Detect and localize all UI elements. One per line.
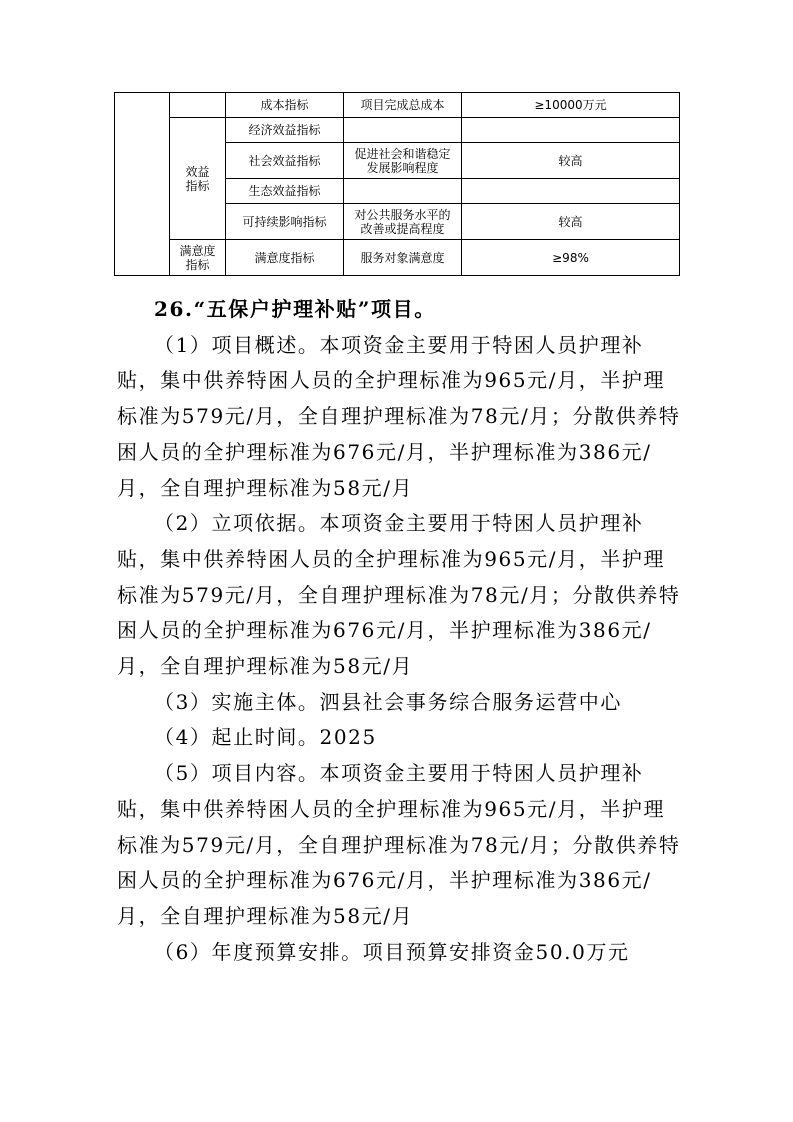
table-row [115, 118, 680, 143]
table-cell-value: ≥98% [462, 240, 680, 276]
table-cell-value [462, 179, 680, 204]
table-row [115, 240, 680, 276]
table-cell-level2 [170, 240, 226, 276]
table-cell-content [344, 118, 462, 143]
table-cell-level2 [170, 93, 226, 118]
paragraph-implementer: （3）实施主体。泗县社会事务综合服务运营中心 [154, 689, 622, 714]
table-cell-level3: 经济效益指标 [226, 118, 344, 143]
document-body [117, 292, 682, 970]
table-cell-value: ≥10000万元 [462, 93, 680, 118]
satisfaction-group-label: 满意度指标 [179, 243, 216, 272]
table-cell-content: 项目完成总成本 [344, 93, 462, 118]
table-cell-content [344, 204, 462, 240]
table-cell-level3: 社会效益指标 [226, 143, 344, 179]
performance-indicator-table [114, 92, 680, 276]
table-cell-level1 [115, 93, 170, 276]
table-cell-level3: 生态效益指标 [226, 179, 344, 204]
table-cell-content: 服务对象满意度 [344, 240, 462, 276]
table-cell-content-text: 促进社会和谐稳定发展影响程度 [354, 146, 451, 175]
table-cell-content-text: 对公共服务水平的改善或提高程度 [354, 207, 451, 236]
section-heading: 26.“五保户护理补贴”项目。 [154, 297, 436, 321]
benefit-group-label: 效益指标 [185, 164, 210, 193]
table-cell-value: 较高 [462, 143, 680, 179]
paragraph-period: （4）起止时间。2025 [154, 725, 377, 750]
table-cell-level2 [170, 118, 226, 240]
table-row [115, 93, 680, 118]
table-cell-level3: 成本指标 [226, 93, 344, 118]
table-cell-content [344, 179, 462, 204]
table-cell-level3: 满意度指标 [226, 240, 344, 276]
paragraph-budget: （6）年度预算安排。项目预算安排资金50.0万元 [154, 939, 630, 964]
paragraph-basis: （2）立项依据。本项资金主要用于特困人员护理补贴，集中供养特困人员的全护理标准为965元/月，半护理标准为579元/月，全自理护理标准为78元/月；分散供养特困人员的全护理标准为676元/月，半护理标准为386元/月，全自理护理标准为58元/月 [117, 511, 681, 679]
table-cell-value: 较高 [462, 204, 680, 240]
paragraph-content: （5）项目内容。本项资金主要用于特困人员护理补贴，集中供养特困人员的全护理标准为965元/月，半护理标准为579元/月，全自理护理标准为78元/月；分散供养特困人员的全护理标准为676元/月，半护理标准为386元/月，全自理护理标准为58元/月 [117, 761, 681, 928]
paragraph-overview: （1）项目概述。本项资金主要用于特困人员护理补贴，集中供养特困人员的全护理标准为965元/月，半护理标准为579元/月，全自理护理标准为78元/月；分散供养特困人员的全护理标准为676元/月，半护理标准为386元/月，全自理护理标准为58元/月 [117, 332, 681, 500]
table-cell-level3: 可持续影响指标 [226, 204, 344, 240]
table-cell-value [462, 118, 680, 143]
table-cell-content [344, 143, 462, 179]
